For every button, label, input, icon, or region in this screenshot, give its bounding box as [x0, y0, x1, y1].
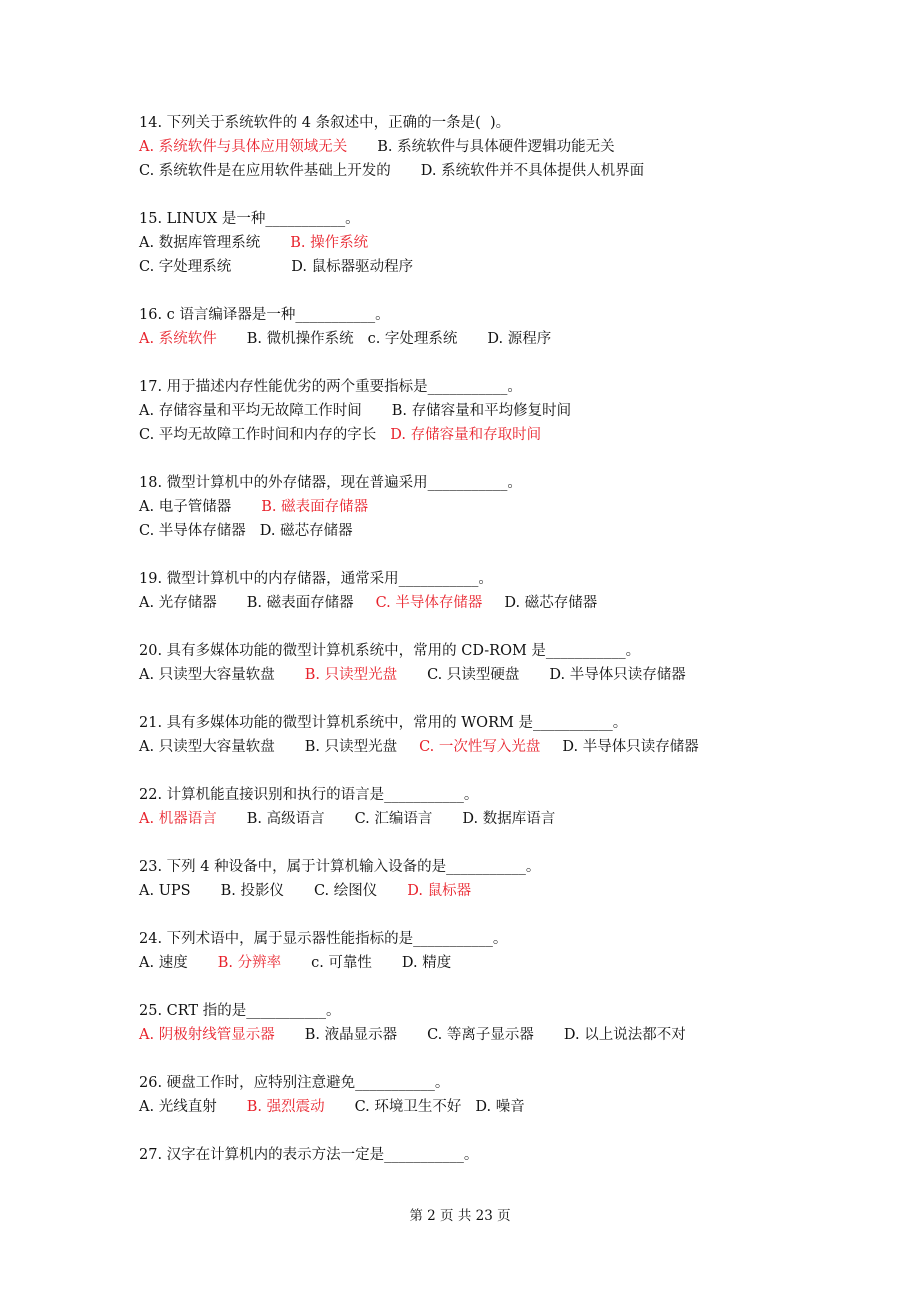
answer-option: A. 只读型大容量软盘 [139, 739, 275, 755]
option-line [139, 735, 819, 759]
answer-option-correct: A. 系统软件与具体应用领域无关 [139, 139, 348, 155]
answer-option: D. 半导体只读存储器 [562, 739, 699, 755]
answer-option: A. 光存储器 [139, 595, 217, 611]
answer-option: C. 环境卫生不好 [354, 1099, 462, 1115]
answer-option: B. 投影仪 [220, 883, 284, 899]
answer-option: C. 绘图仪 [313, 883, 378, 899]
answer-option: C. 汇编语言 [354, 811, 433, 827]
answer-option: C. 系统软件是在应用软件基础上开发的 [139, 163, 391, 179]
answer-option: D. 以上说法都不对 [563, 1027, 686, 1043]
option-line [139, 495, 819, 519]
answer-option: A. 电子管储器 [139, 499, 232, 515]
answer-option-correct: B. 分辨率 [217, 955, 282, 971]
question-item [139, 303, 819, 351]
question-stem: 22. 计算机能直接识别和执行的语言是___________。 [139, 787, 479, 803]
question-item [139, 999, 819, 1047]
question-stem: 18. 微型计算机中的外存储器，现在普遍采用___________。 [139, 475, 522, 491]
answer-option: B. 磁表面存储器 [246, 595, 354, 611]
question-item [139, 711, 819, 759]
answer-option: B. 存储容量和平均修复时间 [391, 403, 572, 419]
question-item [139, 375, 819, 447]
answer-option: B. 只读型光盘 [304, 739, 398, 755]
option-line [139, 663, 819, 687]
question-item [139, 1071, 819, 1119]
question-stem: 19. 微型计算机中的内存储器，通常采用___________。 [139, 571, 493, 587]
answer-option: B. 高级语言 [246, 811, 325, 827]
option-line [139, 879, 819, 903]
answer-option-correct: B. 操作系统 [290, 235, 369, 251]
option-line [139, 231, 819, 255]
option-line [139, 951, 819, 975]
option-line [139, 807, 819, 831]
question-item [139, 855, 819, 903]
answer-option-correct: D. 鼠标器 [407, 883, 472, 899]
question-stem: 27. 汉字在计算机内的表示方法一定是___________。 [139, 1147, 479, 1163]
question-stem: 14. 下列关于系统软件的 4 条叙述中，正确的一条是( )。 [139, 115, 511, 131]
answer-option-correct: C. 半导体存储器 [375, 595, 483, 611]
option-line [139, 399, 819, 423]
question-stem: 26. 硬盘工作时，应特别注意避免___________。 [139, 1075, 450, 1091]
question-stem: 15. LINUX 是一种___________。 [139, 211, 360, 227]
option-line [139, 519, 819, 543]
answer-option: D. 数据库语言 [462, 811, 556, 827]
question-stem: 17. 用于描述内存性能优劣的两个重要指标是___________。 [139, 379, 522, 395]
answer-option: C. 等离子显示器 [427, 1027, 534, 1043]
answer-option: B. 系统软件与具体硬件逻辑功能无关 [377, 139, 615, 155]
answer-option: D. 半导体只读存储器 [549, 667, 686, 683]
option-line [139, 255, 819, 279]
answer-option: D. 系统软件并不具体提供人机界面 [420, 163, 645, 179]
answer-option: C. 字处理系统 [139, 259, 232, 275]
option-line [139, 327, 819, 351]
answer-option: c. 可靠性 [311, 955, 372, 971]
answer-option: D. 磁芯存储器 [504, 595, 598, 611]
question-stem: 24. 下列术语中，属于显示器性能指标的是___________。 [139, 931, 508, 947]
answer-option: B. 液晶显示器 [304, 1027, 398, 1043]
answer-option: D. 精度 [401, 955, 452, 971]
option-line [139, 1023, 819, 1047]
question-item [139, 207, 819, 279]
question-stem: 21. 具有多媒体功能的微型计算机系统中，常用的 WORM 是___________。 [139, 715, 628, 731]
question-stem: 20. 具有多媒体功能的微型计算机系统中，常用的 CD-ROM 是___________。 [139, 643, 641, 659]
question-item [139, 111, 819, 183]
answer-option-correct: A. 阴极射线管显示器 [139, 1027, 275, 1043]
answer-option: C. 平均无故障工作时间和内存的字长 [139, 427, 377, 443]
question-item [139, 927, 819, 975]
question-list [139, 111, 819, 1191]
option-line [139, 135, 819, 159]
question-stem: 16. c 语言编译器是一种___________。 [139, 307, 390, 323]
answer-option-correct: A. 系统软件 [139, 331, 217, 347]
answer-option-correct: A. 机器语言 [139, 811, 217, 827]
option-line [139, 1095, 819, 1119]
answer-option: c. 字处理系统 [367, 331, 458, 347]
answer-option-correct: B. 强烈震动 [246, 1099, 325, 1115]
option-line [139, 423, 819, 447]
question-stem: 23. 下列 4 种设备中，属于计算机输入设备的是___________。 [139, 859, 541, 875]
answer-option: D. 磁芯存储器 [259, 523, 353, 539]
answer-option-correct: B. 只读型光盘 [304, 667, 398, 683]
answer-option: C. 只读型硬盘 [427, 667, 520, 683]
answer-option: B. 微机操作系统 [246, 331, 354, 347]
option-line [139, 159, 819, 183]
question-item [139, 567, 819, 615]
answer-option: C. 半导体存储器 [139, 523, 246, 539]
answer-option-correct: C. 一次性写入光盘 [419, 739, 541, 755]
answer-option: D. 源程序 [487, 331, 552, 347]
answer-option: A. 存储容量和平均无故障工作时间 [139, 403, 362, 419]
question-item [139, 783, 819, 831]
answer-option: A. 速度 [139, 955, 188, 971]
answer-option: A. UPS [139, 883, 191, 899]
answer-option: A. 数据库管理系统 [139, 235, 261, 251]
answer-option: A. 只读型大容量软盘 [139, 667, 275, 683]
option-line [139, 591, 819, 615]
page-footer: 第 2 页 共 23 页 [409, 1208, 511, 1224]
question-item [139, 639, 819, 687]
question-item [139, 471, 819, 543]
question-item [139, 1143, 819, 1167]
answer-option: D. 鼠标器驱动程序 [291, 259, 414, 275]
question-stem: 25. CRT 指的是___________。 [139, 1003, 341, 1019]
answer-option-correct: B. 磁表面存储器 [261, 499, 369, 515]
answer-option: D. 噪音 [475, 1099, 525, 1115]
answer-option-correct: D. 存储容量和存取时间 [390, 427, 542, 443]
answer-option: A. 光线直射 [139, 1099, 217, 1115]
